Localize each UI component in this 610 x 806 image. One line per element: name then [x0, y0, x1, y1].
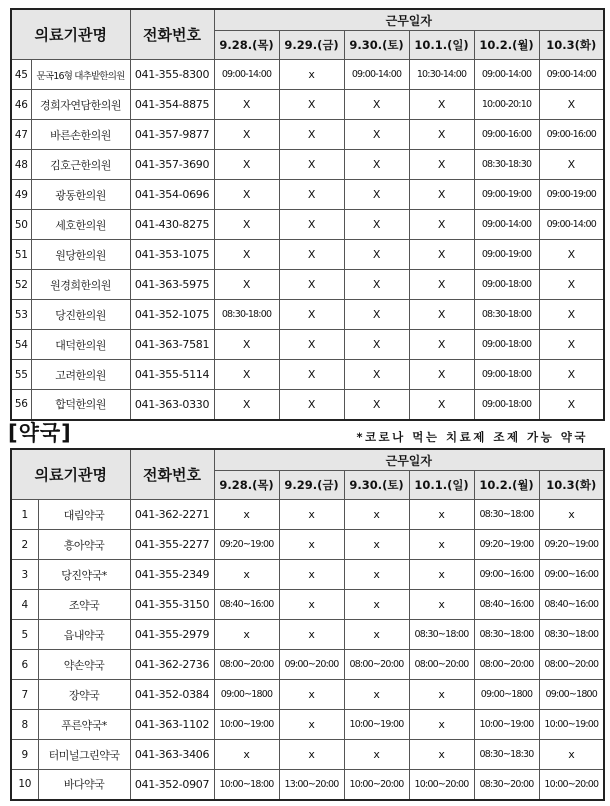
hours-cell: x	[409, 530, 474, 560]
phone-number: 041-355-2277	[130, 530, 214, 560]
row-number: 46	[11, 90, 31, 120]
hours-cell: 09:00-16:00	[539, 120, 604, 150]
hours-cell: 09:00~20:00	[279, 650, 344, 680]
institution-name: 바른손한의원	[31, 120, 130, 150]
hours-cell: X	[409, 90, 474, 120]
hours-cell: X	[409, 300, 474, 330]
hours-cell: 10:00~19:00	[539, 710, 604, 740]
hours-cell: 08:00~20:00	[474, 650, 539, 680]
clinic-row	[11, 330, 604, 360]
hours-cell: X	[214, 150, 279, 180]
hours-cell: X	[539, 330, 604, 360]
hours-cell: 09:00-14:00	[539, 60, 604, 90]
institution-name: 읍내약국	[38, 620, 130, 650]
hours-cell: 09:00-19:00	[474, 180, 539, 210]
pharmacy-row	[11, 650, 604, 680]
hours-cell: X	[214, 390, 279, 420]
hours-cell: X	[409, 330, 474, 360]
hours-cell: x	[279, 60, 344, 90]
row-number: 4	[11, 590, 38, 620]
hours-cell: 09:20~19:00	[539, 530, 604, 560]
hours-cell: X	[279, 240, 344, 270]
hours-cell: 09:00-14:00	[539, 210, 604, 240]
institution-name: 원당한의원	[31, 240, 130, 270]
hours-cell: 08:30~18:00	[539, 620, 604, 650]
hours-cell: 08:00~20:00	[539, 650, 604, 680]
header-day: 10.1.(일)	[409, 471, 474, 500]
hours-cell: x	[409, 740, 474, 770]
hours-cell: X	[539, 270, 604, 300]
clinic-row	[11, 180, 604, 210]
hours-cell: x	[279, 710, 344, 740]
hours-cell: x	[344, 680, 409, 710]
hours-cell: 09:20~19:00	[474, 530, 539, 560]
pharmacy-row	[11, 590, 604, 620]
clinic-row	[11, 300, 604, 330]
hours-cell: 10:00~20:00	[539, 770, 604, 800]
header-institution: 의료기관명	[11, 449, 130, 500]
phone-number: 041-363-5975	[130, 270, 214, 300]
phone-number: 041-430-8275	[130, 210, 214, 240]
hours-cell: X	[409, 390, 474, 420]
header-day: 10.3(화)	[539, 471, 604, 500]
row-number: 52	[11, 270, 31, 300]
header-workdays: 근무일자	[214, 9, 604, 31]
phone-number: 041-363-0330	[130, 390, 214, 420]
row-number: 6	[11, 650, 38, 680]
hours-cell: x	[344, 740, 409, 770]
hours-cell: 08:00~20:00	[214, 650, 279, 680]
hours-cell: 10:00~19:00	[214, 710, 279, 740]
institution-name: 대림약국	[38, 500, 130, 530]
hours-cell: 08:40~16:00	[214, 590, 279, 620]
hours-cell: x	[214, 740, 279, 770]
row-number: 56	[11, 390, 31, 420]
hours-cell: X	[279, 360, 344, 390]
hours-cell: x	[409, 590, 474, 620]
hours-cell: 08:30-18:30	[474, 150, 539, 180]
hours-cell: x	[214, 560, 279, 590]
hours-cell: X	[344, 240, 409, 270]
hours-cell: 09:00-14:00	[474, 60, 539, 90]
hours-cell: x	[279, 530, 344, 560]
hours-cell: X	[214, 90, 279, 120]
hours-cell: X	[214, 240, 279, 270]
clinic-row	[11, 60, 604, 90]
row-number: 8	[11, 710, 38, 740]
hours-cell: X	[539, 300, 604, 330]
clinic-row	[11, 150, 604, 180]
phone-number: 041-355-8300	[130, 60, 214, 90]
hours-cell: 09:00~1800	[539, 680, 604, 710]
hours-cell: x	[279, 500, 344, 530]
hours-cell: X	[409, 120, 474, 150]
hours-cell: X	[344, 300, 409, 330]
hours-cell: 09:00-18:00	[474, 270, 539, 300]
phone-number: 041-353-1075	[130, 240, 214, 270]
row-number: 47	[11, 120, 31, 150]
hours-cell: X	[344, 330, 409, 360]
institution-name: 당진약국*	[38, 560, 130, 590]
hours-cell: x	[214, 620, 279, 650]
hours-cell: 08:40~16:00	[474, 590, 539, 620]
hours-cell: 09:00-19:00	[474, 240, 539, 270]
pharmacy-row	[11, 680, 604, 710]
phone-number: 041-352-0384	[130, 680, 214, 710]
pharmacy-row	[11, 740, 604, 770]
phone-number: 041-357-9877	[130, 120, 214, 150]
hours-cell: 08:40~16:00	[539, 590, 604, 620]
institution-name: 조약국	[38, 590, 130, 620]
header-day: 9.28.(목)	[214, 471, 279, 500]
hours-cell: x	[279, 560, 344, 590]
phone-number: 041-363-3406	[130, 740, 214, 770]
hours-cell: X	[409, 210, 474, 240]
phone-number: 041-355-2979	[130, 620, 214, 650]
phone-number: 041-355-2349	[130, 560, 214, 590]
row-number: 48	[11, 150, 31, 180]
phone-number: 041-363-7581	[130, 330, 214, 360]
institution-name: 문곡16형 대추밭한의원	[31, 60, 130, 90]
hours-cell: X	[539, 150, 604, 180]
row-number: 50	[11, 210, 31, 240]
institution-name: 대덕한의원	[31, 330, 130, 360]
hours-cell: X	[409, 270, 474, 300]
phone-number: 041-362-2736	[130, 650, 214, 680]
hours-cell: 08:00~20:00	[409, 650, 474, 680]
hours-cell: x	[214, 500, 279, 530]
hours-cell: X	[409, 240, 474, 270]
hours-cell: X	[539, 90, 604, 120]
row-number: 5	[11, 620, 38, 650]
hours-cell: X	[409, 360, 474, 390]
hours-cell: 10:30-14:00	[409, 60, 474, 90]
hours-cell: X	[409, 180, 474, 210]
clinic-row	[11, 270, 604, 300]
clinic-rows	[11, 60, 604, 420]
hours-cell: X	[214, 180, 279, 210]
hours-cell: X	[214, 210, 279, 240]
row-number: 49	[11, 180, 31, 210]
hours-cell: X	[344, 270, 409, 300]
hours-cell: X	[279, 330, 344, 360]
institution-name: 세호한의원	[31, 210, 130, 240]
phone-number: 041-355-5114	[130, 360, 214, 390]
hours-cell: 10:00~19:00	[344, 710, 409, 740]
hours-cell: X	[344, 90, 409, 120]
hours-cell: x	[539, 740, 604, 770]
row-number: 1	[11, 500, 38, 530]
hours-cell: 09:00~1800	[214, 680, 279, 710]
row-number: 55	[11, 360, 31, 390]
header-workdays: 근무일자	[214, 449, 604, 471]
institution-name: 합덕한의원	[31, 390, 130, 420]
row-number: 7	[11, 680, 38, 710]
clinic-row	[11, 90, 604, 120]
hours-cell: 08:30~18:00	[474, 500, 539, 530]
hours-cell: x	[409, 560, 474, 590]
clinic-row	[11, 120, 604, 150]
hours-cell: 09:00-18:00	[474, 390, 539, 420]
hours-cell: X	[214, 120, 279, 150]
hours-cell: X	[214, 270, 279, 300]
phone-number: 041-357-3690	[130, 150, 214, 180]
hours-cell: 13:00~20:00	[279, 770, 344, 800]
hours-cell: X	[279, 150, 344, 180]
hours-cell: 09:00-18:00	[474, 360, 539, 390]
hours-cell: 08:30-18:00	[214, 300, 279, 330]
header-day: 10.3(화)	[539, 31, 604, 60]
pharmacy-row	[11, 770, 604, 800]
pharmacy-hours-table	[10, 448, 605, 801]
institution-name: 고려한의원	[31, 360, 130, 390]
phone-number: 041-363-1102	[130, 710, 214, 740]
hours-cell: X	[539, 390, 604, 420]
row-number: 54	[11, 330, 31, 360]
hours-cell: 09:00~1800	[474, 680, 539, 710]
institution-name: 장약국	[38, 680, 130, 710]
header-day: 10.1.(일)	[409, 31, 474, 60]
hours-cell: X	[344, 390, 409, 420]
header-day: 9.29.(금)	[279, 31, 344, 60]
hours-cell: 08:30~18:30	[474, 740, 539, 770]
institution-name: 당진한의원	[31, 300, 130, 330]
phone-number: 041-352-0907	[130, 770, 214, 800]
header-phone: 전화번호	[130, 449, 214, 500]
header-phone: 전화번호	[130, 9, 214, 60]
institution-name: 푸른약국*	[38, 710, 130, 740]
hours-cell: 08:30~18:00	[474, 620, 539, 650]
row-number: 45	[11, 60, 31, 90]
hours-cell: X	[279, 90, 344, 120]
row-number: 53	[11, 300, 31, 330]
clinic-row	[11, 360, 604, 390]
hours-cell: X	[344, 210, 409, 240]
row-number: 9	[11, 740, 38, 770]
phone-number: 041-362-2271	[130, 500, 214, 530]
hours-cell: X	[344, 120, 409, 150]
hours-cell: X	[214, 360, 279, 390]
hours-cell: 09:00~16:00	[474, 560, 539, 590]
hours-cell: 08:30-18:00	[474, 300, 539, 330]
hours-cell: x	[344, 590, 409, 620]
header-day: 10.2.(월)	[474, 31, 539, 60]
hours-cell: X	[539, 240, 604, 270]
hours-cell: X	[344, 150, 409, 180]
hours-cell: X	[279, 300, 344, 330]
hours-cell: 09:00-14:00	[214, 60, 279, 90]
hours-cell: 08:30~20:00	[474, 770, 539, 800]
institution-name: 김호근한의원	[31, 150, 130, 180]
pharmacy-row	[11, 560, 604, 590]
hours-cell: 09:00-18:00	[474, 330, 539, 360]
phone-number: 041-354-0696	[130, 180, 214, 210]
hours-cell: X	[214, 330, 279, 360]
institution-name: 경희자연담한의원	[31, 90, 130, 120]
hours-cell: X	[279, 120, 344, 150]
row-number: 10	[11, 770, 38, 800]
hours-cell: X	[344, 180, 409, 210]
hours-cell: x	[344, 560, 409, 590]
hours-cell: 09:00-16:00	[474, 120, 539, 150]
hours-cell: X	[279, 270, 344, 300]
institution-name: 터미널그린약국	[38, 740, 130, 770]
phone-number: 041-354-8875	[130, 90, 214, 120]
header-day: 10.2.(월)	[474, 471, 539, 500]
hours-cell: x	[344, 530, 409, 560]
hours-cell: 09:00-14:00	[474, 210, 539, 240]
header-day: 9.30.(토)	[344, 31, 409, 60]
row-number: 3	[11, 560, 38, 590]
clinic-hours-table	[10, 8, 605, 421]
institution-name: 광동한의원	[31, 180, 130, 210]
header-day: 9.30.(토)	[344, 471, 409, 500]
clinic-row	[11, 390, 604, 420]
pharmacy-rows	[11, 500, 604, 800]
hours-cell: X	[539, 360, 604, 390]
hours-cell: x	[409, 710, 474, 740]
hours-cell: 10:00~20:00	[344, 770, 409, 800]
pharmacy-row	[11, 500, 604, 530]
pharmacy-row	[11, 530, 604, 560]
hours-cell: X	[279, 210, 344, 240]
pharmacy-section-title: [약국]	[8, 421, 72, 445]
row-number: 2	[11, 530, 38, 560]
institution-name: 약손약국	[38, 650, 130, 680]
hours-cell: x	[409, 680, 474, 710]
header-institution: 의료기관명	[11, 9, 130, 60]
hours-cell: 09:00-19:00	[539, 180, 604, 210]
institution-name: 흥아약국	[38, 530, 130, 560]
hours-cell: X	[279, 180, 344, 210]
hours-cell: 10:00~19:00	[474, 710, 539, 740]
hours-cell: 09:00~16:00	[539, 560, 604, 590]
hours-cell: 10:00~18:00	[214, 770, 279, 800]
clinic-row	[11, 210, 604, 240]
hours-cell: x	[279, 680, 344, 710]
hours-cell: 09:00-14:00	[344, 60, 409, 90]
pharmacy-row	[11, 710, 604, 740]
pharmacy-row	[11, 620, 604, 650]
hours-cell: 10:00~20:00	[409, 770, 474, 800]
phone-number: 041-355-3150	[130, 590, 214, 620]
hours-cell: x	[539, 500, 604, 530]
hours-cell: X	[409, 150, 474, 180]
hours-cell: x	[409, 500, 474, 530]
hours-cell: 10:00-20:10	[474, 90, 539, 120]
header-day: 9.29.(금)	[279, 471, 344, 500]
institution-name: 원경희한의원	[31, 270, 130, 300]
hours-cell: X	[279, 390, 344, 420]
row-number: 51	[11, 240, 31, 270]
institution-name: 바다약국	[38, 770, 130, 800]
hours-cell: x	[344, 620, 409, 650]
hours-cell: x	[344, 500, 409, 530]
pharmacy-note: *코로나 먹는 치료제 조제 가능 약국	[356, 430, 588, 444]
hours-cell: 09:20~19:00	[214, 530, 279, 560]
hours-cell: x	[279, 740, 344, 770]
hours-cell: x	[279, 620, 344, 650]
clinic-row	[11, 240, 604, 270]
hours-cell: 08:30~18:00	[409, 620, 474, 650]
hours-cell: x	[279, 590, 344, 620]
header-day: 9.28.(목)	[214, 31, 279, 60]
hours-cell: 08:00~20:00	[344, 650, 409, 680]
hours-cell: X	[344, 360, 409, 390]
phone-number: 041-352-1075	[130, 300, 214, 330]
